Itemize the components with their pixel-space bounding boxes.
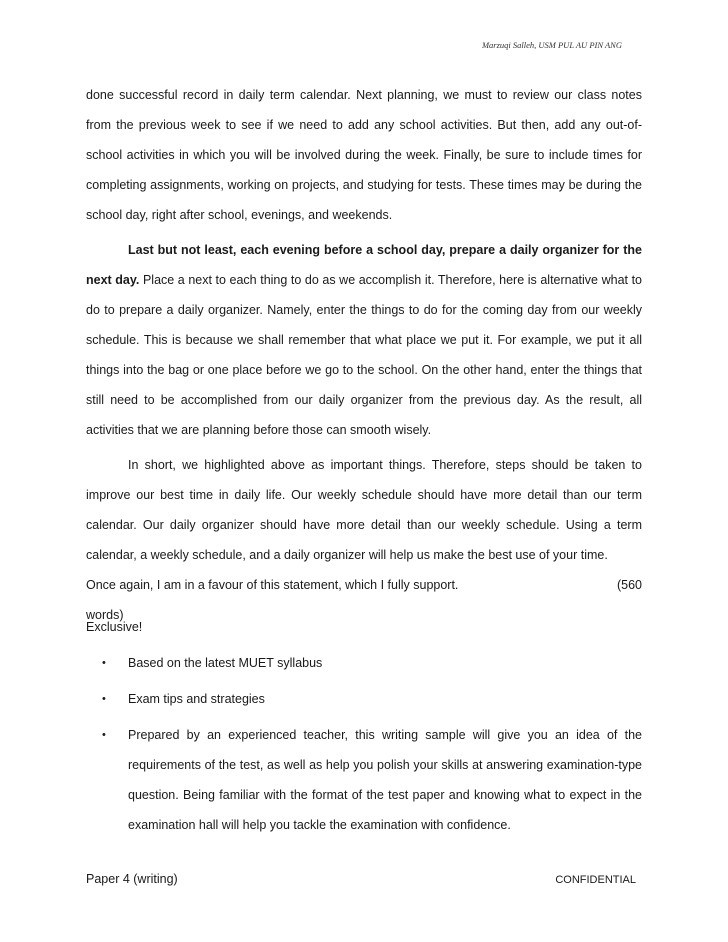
list-item (86, 684, 642, 714)
essay-body (86, 80, 642, 630)
paragraph-2-rest: Place a next to each thing to do as we accomplish it. Therefore, here is alternative what to do to prepare a daily organizer. Namely, enter the things to do for the coming day from our weekly schedule. This is because we shall remember that what place we put it. For example, we put it all things into the bag or one place before we go to the school. On the other hand, enter the things that still need to be accomplished from our daily organizer from the previous day. As the result, all activities that we are planning before those can smooth wisely. (86, 273, 642, 437)
paragraph-3-last-line (86, 570, 642, 600)
list-item (86, 720, 642, 840)
footer-paper-label: Paper 4 (writing) (86, 872, 178, 886)
list-item (86, 648, 642, 678)
bullet-icon: • (102, 729, 106, 741)
list-item-text: Exam tips and strategies (128, 692, 265, 706)
list-item-text: Prepared by an experienced teacher, this writing sample will give you an idea of the requirements of the test, as well as help you polish your skills at answering examination-type question. Being familiar with the format of the test paper and knowing what to expect in the examination hall will help you tackle the examination with confidence. (128, 728, 642, 832)
paragraph-2-bold: Last but not least, each evening before a school day, prepare a daily organizer for the next day. (86, 243, 642, 287)
exclusive-heading: Exclusive! (86, 620, 143, 634)
list-item-text: Based on the latest MUET syllabus (128, 656, 323, 670)
word-count-open: (560 (616, 578, 642, 592)
footer-confidential: CONFIDENTIAL (555, 874, 636, 886)
exclusive-list (86, 648, 642, 846)
paragraph-3: In short, we highlighted above as important things. Therefore, steps should be taken to improve our best time in daily life. Our weekly schedule should have more detail than our term calendar. Our daily organizer should have more detail than our weekly schedule. Using a term calendar, a weekly schedule, and a daily organizer will help us make the best use of your time. (86, 458, 642, 562)
bullet-icon: • (102, 693, 106, 705)
paragraph-2 (86, 235, 642, 445)
word-count-close: words) (86, 608, 124, 622)
bullet-icon: • (102, 657, 106, 669)
paragraph-1: done successful record in daily term calendar. Next planning, we must to review our class notes from the previous week to see if we need to add any school activities. But then, add any out-of-school activities in which you will be involved during the week. Finally, be sure to include times for completing assignments, working on projects, and studying for tests. These times may be during the school day, right after school, evenings, and weekends. (86, 88, 642, 222)
closing-sentence: Once again, I am in a favour of this statement, which I fully support. (86, 578, 459, 592)
header-author-note: Marzuqi Salleh, USM PUL AU PIN ANG (481, 40, 622, 50)
